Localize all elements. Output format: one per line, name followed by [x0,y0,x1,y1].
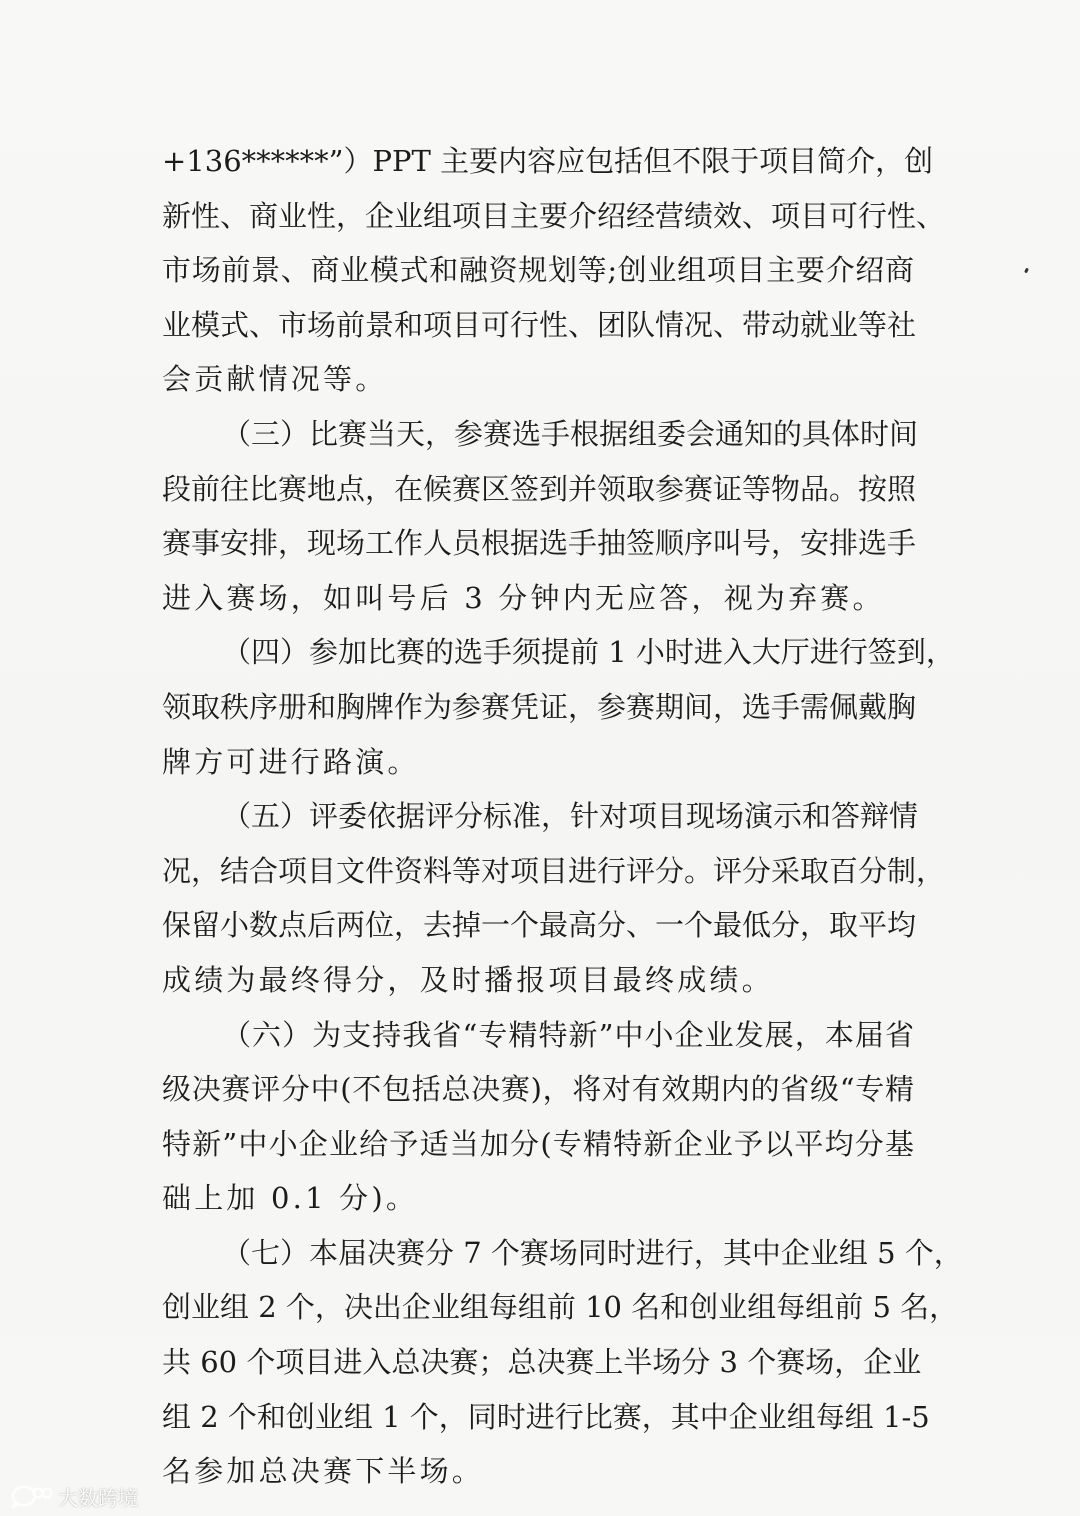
text-line: 特新”中小企业给予适当加分(专精特新企业予以平均分基 [162,1126,914,1161]
text-line: （四）参加比赛的选手须提前 1 小时进入大厅进行签到， [222,635,955,670]
text-line: （五）评委依据评分标准，针对项目现场演示和答辩情 [222,799,919,834]
watermark [10,1480,138,1512]
text-line: 组 2 个和创业组 1 个，同时进行比赛，其中企业组每组 1-5 [162,1399,930,1434]
text-line: 况，结合项目文件资料等对项目进行评分。评分采取百分制， [162,853,946,888]
text-line: 业模式、市场前景和项目可行性、团队情况、带动就业等社 [162,307,917,342]
text-line: 新性、商业性，企业组项目主要介绍经营绩效、项目可行性、 [162,198,946,233]
text-line: 市场前景、商业模式和融资规划等;创业组项目主要介绍商 [162,253,914,288]
text-line: 级决赛评分中(不包括总决赛)，将对有效期内的省级“专精 [162,1072,914,1107]
text-line: +136******”）PPT 主要内容应包括但不限于项目简介，创 [162,144,934,178]
text-line: 创业组 2 个，决出企业组每组前 10 名和创业组每组前 5 名， [162,1290,959,1325]
bubble-logo-icon [10,1483,54,1509]
watermark-text: 大数跨境 [58,1485,138,1510]
text-line: 保留小数点后两位，去掉一个最高分、一个最低分，取平均 [162,908,917,943]
text-line: 赛事安排，现场工作人员根据选手抽签顺序叫号，安排选手 [162,526,917,561]
text-line: 名参加总决赛下半场。 [162,1454,485,1489]
scan-speck [1024,268,1029,274]
text-line: 成绩为最终得分，及时播报项目最终成绩。 [162,962,774,997]
text-line: （三）比赛当天，参赛选手根据组委会通知的具体时间 [222,416,919,451]
document-body [162,134,963,1499]
text-line: 进入赛场，如叫号后 3 分钟内无应答，视为弃赛。 [162,580,885,615]
text-line: 共 60 个项目进入总决赛；总决赛上半场分 3 个赛场，企业 [162,1345,922,1380]
text-line: 会贡献情况等。 [162,362,388,397]
text-line: （六）为支持我省“专精特新”中小企业发展，本届省 [222,1017,914,1052]
text-line: 础上加 0.1 分)。 [162,1181,419,1216]
text-line: 领取秩序册和胸牌作为参赛凭证，参赛期间，选手需佩戴胸 [162,689,917,724]
text-line: （七）本届决赛分 7 个赛场同时进行，其中企业组 5 个， [222,1235,963,1270]
text-line: 牌方可进行路演。 [162,744,420,779]
text-line: 段前往比赛地点，在候赛区签到并领取参赛证等物品。按照 [162,471,917,506]
